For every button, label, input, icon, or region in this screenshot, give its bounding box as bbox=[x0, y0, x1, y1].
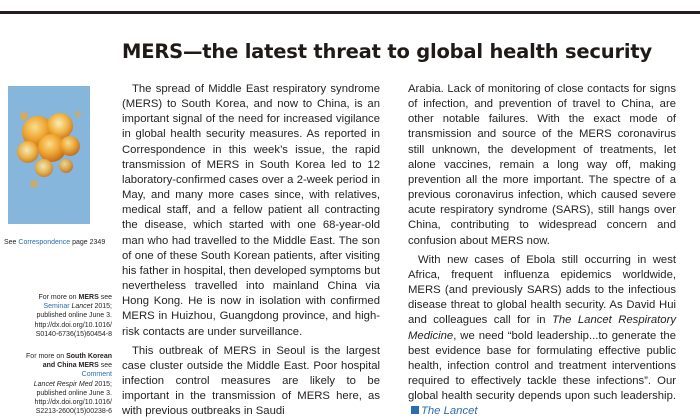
see-page: page 2349 bbox=[70, 239, 106, 246]
note2-prefix: For more on bbox=[26, 353, 67, 360]
virus-particles-illustration bbox=[8, 86, 90, 224]
note2-see: see bbox=[98, 362, 112, 370]
paragraph-2-continued: Arabia. Lack of monitoring of close contacts for signs of infection, and prevention of travel to China, are other notable failures. With the exact mode of transmission and source of the MERS coronavirus still unknown, the development of treatments, let alone vaccines, remain a long way off, making prevention all the more important. The spectre of a previous coronavirus infection, which caused severe acute respiratory syndrome (SARS), still hangs over China, contributing to widespread concern and confusion about MERS now. bbox=[408, 83, 676, 247]
mers-seminar-note bbox=[12, 293, 112, 339]
journal-name: The Lancet Respiratory Medicine bbox=[408, 314, 677, 342]
note1-see: see bbox=[98, 294, 112, 301]
coronavirus-micrograph-image bbox=[8, 86, 90, 224]
paragraph-3 bbox=[408, 253, 676, 420]
article-title: MERS—the latest threat to global health security bbox=[122, 40, 653, 63]
paragraph-1: The spread of Middle East respiratory syndrome (MERS) to South Korea, and now to China, is an important signal of the need for increased vigilance in global health security measures. As reported in Correspondence in this week’s issue, the rapid transmission of MERS in South Korea led to 12 laboratory-confirmed cases over a 2-week period in May, and many more cases since, with relatives, medical staff, and a fellow patient all contracting the disease, which started with one 68-year-old man who had travelled to the Middle East. The son of one of these South Korean patients, after visiting his father in hospital, then developed symptoms but nevertheless travelled into mainland China via Hong Kong. He is now in isolation with confirmed MERS in Huizhou, Guangdong province, and high-risk contacts are under surveillance. bbox=[122, 83, 380, 338]
body-column-right bbox=[408, 82, 676, 419]
body-column-left bbox=[122, 82, 380, 419]
end-square-icon bbox=[411, 406, 419, 414]
note1-journal: Lancet bbox=[69, 303, 93, 311]
note2-citation: 2015; published online June 3. http://dx.doi.org/10.1016/ S2213-2600(15)00238-6 bbox=[34, 380, 112, 416]
seminar-link[interactable]: Seminar bbox=[43, 303, 70, 311]
paragraph-2: This outbreak of MERS in Seoul is the largest case cluster outside the Middle East. Poor hospital infection control measures are likely to be important in the transmission of MERS here, as with previous outbreaks in Saudi bbox=[122, 344, 380, 418]
top-rule bbox=[0, 11, 700, 14]
note1-prefix: For more on bbox=[38, 294, 79, 301]
note1-topic: MERS bbox=[78, 294, 99, 301]
note2-topic: South Korean and China MERS bbox=[42, 353, 112, 370]
note1-citation: 2015; published online June 3. http://dx.doi.org/10.1016/ S0140-6736(15)60454-8 bbox=[34, 303, 112, 338]
see-correspondence-note bbox=[4, 238, 114, 247]
paragraph-3-text-b: , we need “bold leadership...to generate the best evidence base for formulating effective public health, infection control and treatment interventions required to effectively tackle these infections”. Our global health security depends upon such leadership. bbox=[408, 329, 676, 403]
paragraph-3-text-a: With new cases of Ebola still occurring in west Africa, frequent influenza epidemics worldwide, MERS (and previously SARS) adds to the infectious disease threat to global health security. As David Hui and colleagues call for in bbox=[408, 253, 676, 327]
comment-link[interactable]: Comment bbox=[81, 371, 112, 379]
see-prefix: See bbox=[4, 239, 19, 246]
correspondence-link[interactable]: Correspondence bbox=[18, 239, 71, 246]
south-korea-china-comment-note bbox=[12, 352, 112, 416]
note2-journal: Lancet Respir Med bbox=[33, 380, 93, 388]
signature: The Lancet bbox=[421, 405, 478, 418]
